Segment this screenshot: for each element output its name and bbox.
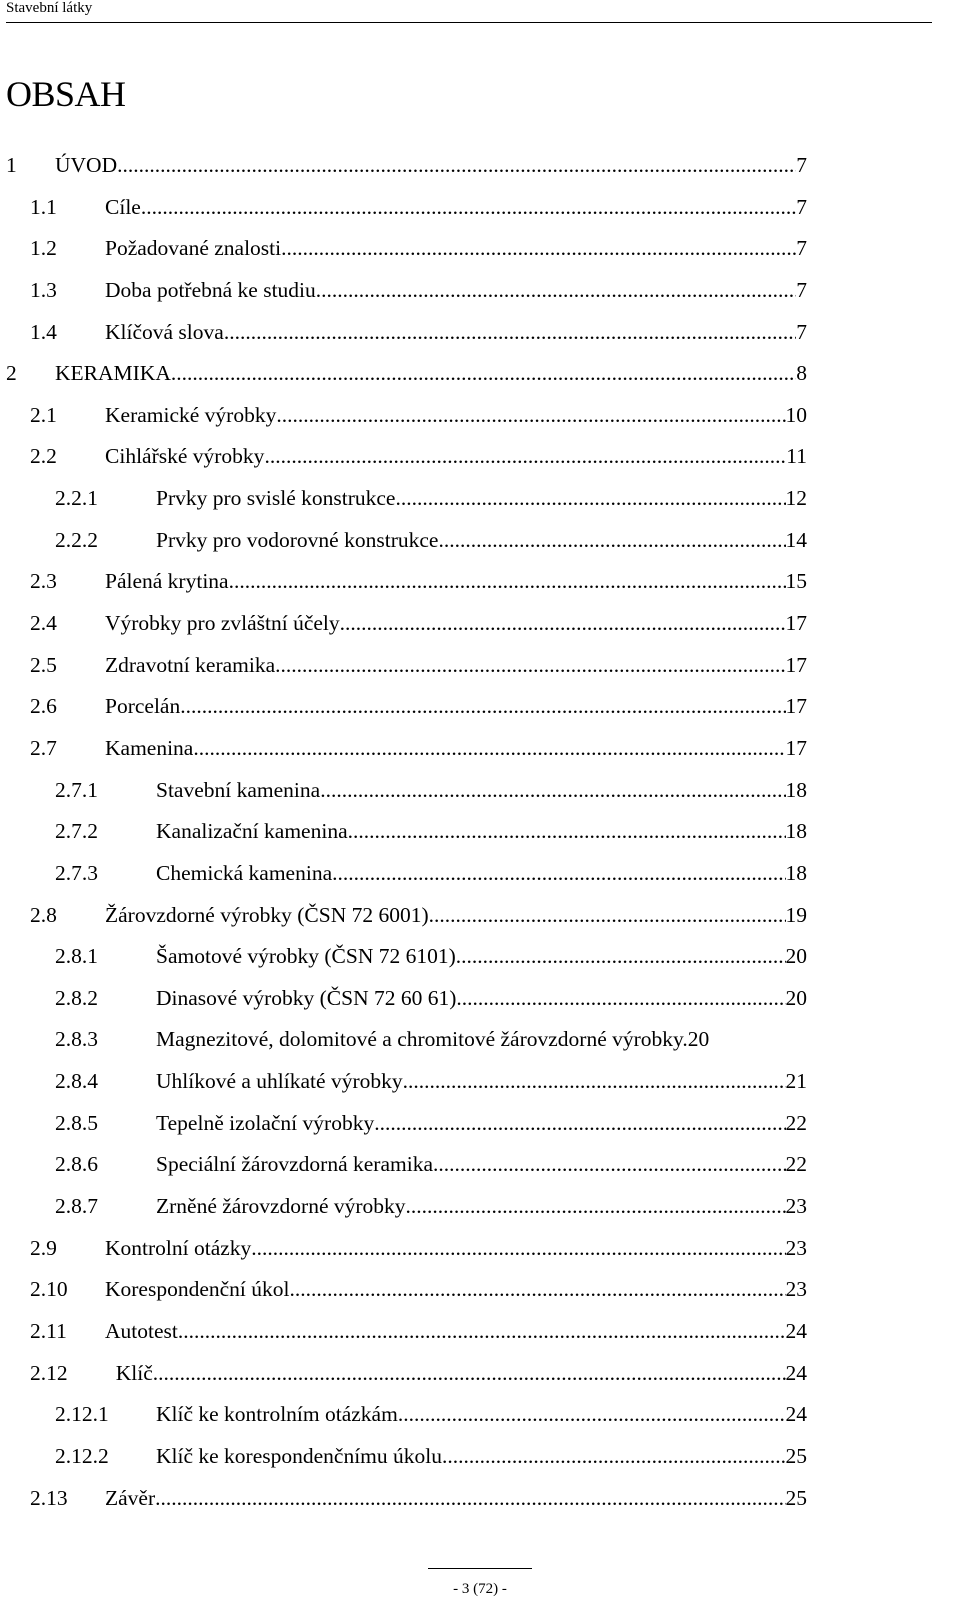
toc-entry-line <box>105 272 807 308</box>
toc-entry-page: 17 <box>785 694 807 719</box>
toc-entry-number: 1.2 <box>30 236 57 261</box>
toc-entry-page: 7 <box>796 153 807 177</box>
toc-entry-line <box>156 1105 807 1141</box>
toc-entry-title: Prvky pro svislé konstrukce <box>156 486 396 511</box>
toc-entry-number: 1.3 <box>30 277 57 302</box>
toc-entry[interactable] <box>0 397 960 439</box>
toc-entry-line <box>156 813 807 849</box>
toc-entry[interactable] <box>0 647 960 689</box>
toc-entry-page: 7 <box>796 319 807 344</box>
toc-entry-line <box>105 688 807 724</box>
toc-entry-line <box>105 438 807 474</box>
toc-entry[interactable] <box>0 772 960 814</box>
toc-entry-title: Keramické výrobky <box>105 402 277 427</box>
toc-entry-page: 23 <box>785 1277 807 1302</box>
toc-entry-number: 2.8.4 <box>55 1069 98 1094</box>
toc-entry-page: 10 <box>785 402 807 427</box>
toc-entry[interactable] <box>0 1021 960 1063</box>
toc-entry[interactable] <box>0 1146 960 1188</box>
page-number: - 3 (72) - <box>453 1581 507 1597</box>
toc-entry-number: 2.9 <box>30 1235 57 1260</box>
toc-dot-leader <box>406 1188 786 1224</box>
toc-entry-line <box>156 772 807 808</box>
toc-entry-page: 21 <box>785 1069 807 1094</box>
toc-title: OBSAH <box>6 74 126 114</box>
toc-entry-title: KERAMIKA <box>55 361 171 386</box>
toc-entry[interactable] <box>0 688 960 730</box>
toc-entry-title: Cihlářské výrobky <box>105 444 265 469</box>
toc-entry-line <box>156 1396 807 1432</box>
toc-entry-line <box>156 1063 807 1099</box>
toc-entry-title: Zdravotní keramika <box>105 652 276 677</box>
toc-entry[interactable] <box>0 980 960 1022</box>
toc-dot-leader <box>117 147 796 183</box>
page-footer <box>0 1568 960 1597</box>
toc-entry-line <box>105 897 807 933</box>
toc-entry[interactable] <box>0 730 960 772</box>
toc-entry-page: 12 <box>785 486 807 511</box>
toc-entry-number: 2.7.1 <box>55 777 98 802</box>
toc-dot-leader <box>193 730 785 766</box>
toc-entry-page: 15 <box>785 569 807 594</box>
toc-dot-leader <box>281 230 796 266</box>
toc-entry-page: 22 <box>785 1110 807 1135</box>
toc-entry[interactable] <box>0 897 960 939</box>
toc-entry[interactable] <box>0 813 960 855</box>
toc-entry-title: Žárovzdorné výrobky (ČSN 72 6001) <box>105 902 429 927</box>
toc-entry[interactable] <box>0 605 960 647</box>
toc-dot-leader <box>395 480 785 516</box>
toc-entry-title: Kontrolní otázky <box>105 1235 252 1260</box>
toc-entry-number: 2.8.3 <box>55 1027 98 1052</box>
toc-entry-page: 17 <box>785 611 807 636</box>
toc-entry-line <box>156 480 807 516</box>
toc-dot-leader <box>171 355 796 391</box>
toc-dot-leader <box>456 980 785 1016</box>
toc-dot-leader <box>224 314 796 350</box>
toc-entry[interactable] <box>0 355 960 397</box>
toc-entry-title: Pálená krytina <box>105 569 229 594</box>
toc-entry[interactable] <box>0 1063 960 1105</box>
toc-entry-line <box>156 1146 807 1182</box>
toc-entry-page: 25 <box>785 1485 807 1510</box>
toc-entry[interactable] <box>0 1480 960 1522</box>
toc-entry[interactable] <box>0 563 960 605</box>
toc-entry-title: Zrněné žárovzdorné výrobky <box>156 1194 406 1219</box>
toc-entry-title: Dinasové výrobky (ČSN 72 60 61) <box>156 985 457 1010</box>
toc-entry-line <box>156 980 807 1016</box>
toc-entry-number: 2.1 <box>30 402 57 427</box>
toc-entry[interactable] <box>0 1355 960 1397</box>
toc-entry-page: 19 <box>785 902 807 927</box>
toc-dot-leader <box>456 938 786 974</box>
toc-entry-page: 23 <box>785 1194 807 1219</box>
toc-entry-page: 8 <box>796 361 807 386</box>
toc-entry-number: 2.10 <box>30 1277 68 1302</box>
toc-dot-leader <box>180 688 785 724</box>
toc-entry-page: 23 <box>785 1235 807 1260</box>
toc-entry[interactable] <box>0 522 960 564</box>
toc-dot-leader <box>178 1313 786 1349</box>
toc-dot-leader <box>153 1355 786 1391</box>
toc-entry-line <box>105 1271 807 1307</box>
toc-entry-line <box>105 1230 807 1266</box>
toc-dot-leader <box>374 1105 785 1141</box>
toc-entry-line <box>105 1355 807 1391</box>
toc-entry-number: 2.13 <box>30 1485 68 1510</box>
toc-entry-title: Klíč ke kontrolním otázkám <box>156 1402 398 1427</box>
toc-entry-line <box>156 1021 807 1057</box>
toc-entry-page: 7 <box>796 194 807 219</box>
toc-entry-line <box>156 1188 807 1224</box>
toc-entry-number: 2.8.1 <box>55 944 98 969</box>
toc-entry-number: 2.5 <box>30 652 57 677</box>
toc-entry-page: 7 <box>796 277 807 302</box>
toc-dot-leader <box>403 1063 786 1099</box>
toc-entry-title: Klíčová slova <box>105 319 224 344</box>
toc-entry-title: Korespondenční úkol <box>105 1277 290 1302</box>
toc-entry-line <box>105 647 807 683</box>
toc-entry-line <box>105 314 807 350</box>
toc-dot-leader <box>155 1480 785 1516</box>
toc-entry-title: Šamotové výrobky (ČSN 72 6101) <box>156 944 456 969</box>
toc-entry-number: 2.7 <box>30 735 57 760</box>
toc-entry-title: Doba potřebná ke studiu <box>105 277 316 302</box>
toc-entry-title: Speciální žárovzdorná keramika <box>156 1152 433 1177</box>
toc-entry[interactable] <box>0 938 960 980</box>
toc-dot-leader <box>433 1146 786 1182</box>
toc-entry-line <box>105 605 807 641</box>
toc-entry[interactable] <box>0 147 960 189</box>
toc-entry-line <box>105 1480 807 1516</box>
running-title: Stavební látky <box>6 0 93 16</box>
toc-entry-page: 18 <box>785 819 807 844</box>
toc-entry-page: 20 <box>785 944 807 969</box>
toc-entry[interactable] <box>0 480 960 522</box>
toc-entry[interactable] <box>0 855 960 897</box>
toc-dot-leader <box>348 813 786 849</box>
toc-entry-title: Závěr <box>105 1485 156 1510</box>
toc-entry-page: 14 <box>785 527 807 552</box>
running-header <box>6 0 932 23</box>
toc-entry-title: Uhlíkové a uhlíkaté výrobky <box>156 1069 403 1094</box>
toc-entry[interactable] <box>0 1230 960 1272</box>
toc-entry-number: 2.2 <box>30 444 57 469</box>
toc-entry-number: 2.8 <box>30 902 57 927</box>
toc-entry[interactable] <box>0 438 960 480</box>
toc-dot-leader <box>332 855 785 891</box>
toc-entry-number: 2 <box>6 361 17 386</box>
toc-entry-title: Požadované znalosti <box>105 236 282 261</box>
toc-entry-line <box>156 1438 807 1474</box>
toc-dot-leader <box>316 272 796 308</box>
toc-entry-number: 2.12 <box>30 1360 68 1385</box>
toc-entry-title: Stavební kamenina <box>156 777 321 802</box>
toc-entry-title: ÚVOD <box>55 153 118 177</box>
toc-dot-leader <box>340 605 786 641</box>
toc-entry-number: 1.1 <box>30 194 57 219</box>
toc-dot-leader <box>442 1438 785 1474</box>
toc-entry-page: 24 <box>785 1318 807 1343</box>
toc-entry-page: 18 <box>785 777 807 802</box>
toc-entry-number: 2.3 <box>30 569 57 594</box>
toc-entry-line <box>156 522 807 558</box>
toc-entry-title: Výrobky pro zvláštní účely <box>105 611 340 636</box>
toc-entry[interactable] <box>0 1313 960 1355</box>
toc-entry[interactable] <box>0 189 960 231</box>
toc-entry-page: 25 <box>785 1443 807 1468</box>
toc-entry[interactable] <box>0 314 960 356</box>
toc-entry-title: Kanalizační kamenina <box>156 819 348 844</box>
toc-entry-title: Cíle <box>105 194 141 219</box>
toc-entry-line <box>55 355 807 391</box>
toc-entry-line <box>105 230 807 266</box>
toc-entry-number: 2.8.6 <box>55 1152 98 1177</box>
table-of-contents <box>0 147 960 1521</box>
toc-dot-leader <box>229 563 786 599</box>
toc-entry-title: Prvky pro vodorovné konstrukce <box>156 527 439 552</box>
toc-entry-number: 2.4 <box>30 611 57 636</box>
toc-entry-number: 2.6 <box>30 694 57 719</box>
toc-entry[interactable] <box>0 1396 960 1438</box>
toc-entry-number: 1 <box>6 153 17 177</box>
toc-entry-title: Autotest <box>105 1318 178 1343</box>
toc-entry-page: 20 <box>687 1027 710 1052</box>
toc-entry[interactable] <box>0 1105 960 1147</box>
toc-entry-number: 2.2.1 <box>55 486 98 511</box>
toc-entry-title: Porcelán <box>105 694 181 719</box>
toc-entry-number: 1.4 <box>30 319 57 344</box>
toc-dot-leader <box>398 1396 786 1432</box>
toc-entry-line <box>105 189 807 225</box>
toc-entry-number: 2.8.5 <box>55 1110 98 1135</box>
toc-entry-title: Magnezitové, dolomitové a chromitové žárovzdorné výrobky. <box>156 1027 688 1052</box>
toc-entry-page: 24 <box>785 1360 807 1385</box>
toc-entry-number: 2.7.3 <box>55 860 98 885</box>
toc-entry-line <box>105 563 807 599</box>
toc-entry-page: 20 <box>785 985 807 1010</box>
toc-entry-page: 22 <box>785 1152 807 1177</box>
toc-dot-leader <box>251 1230 785 1266</box>
footer-rule <box>428 1568 532 1569</box>
toc-entry-line <box>55 147 807 183</box>
toc-entry-page: 17 <box>785 735 807 760</box>
toc-entry-number: 2.2.2 <box>55 527 98 552</box>
toc-entry[interactable] <box>0 230 960 272</box>
toc-entry-line <box>156 938 807 974</box>
toc-dot-leader <box>438 522 785 558</box>
toc-entry-number: 2.8.2 <box>55 985 98 1010</box>
toc-entry-title: Klíč <box>105 1360 153 1385</box>
toc-dot-leader <box>429 897 786 933</box>
toc-dot-leader <box>264 438 786 474</box>
toc-entry-number: 2.12.2 <box>55 1443 109 1468</box>
toc-entry[interactable] <box>0 1188 960 1230</box>
toc-entry-number: 2.7.2 <box>55 819 98 844</box>
toc-entry-title: Chemická kamenina <box>156 860 333 885</box>
toc-dot-leader <box>290 1271 786 1307</box>
toc-entry-number: 2.12.1 <box>55 1402 109 1427</box>
toc-entry-line <box>105 1313 807 1349</box>
toc-entry[interactable] <box>0 1271 960 1313</box>
toc-entry-line <box>105 730 807 766</box>
toc-entry[interactable] <box>0 272 960 314</box>
toc-dot-leader <box>320 772 785 808</box>
toc-entry-page: 17 <box>785 652 807 677</box>
toc-entry-line <box>156 855 807 891</box>
toc-dot-leader <box>275 647 785 683</box>
toc-entry-page: 7 <box>796 236 807 261</box>
toc-entry-number: 2.8.7 <box>55 1194 98 1219</box>
toc-entry-number: 2.11 <box>30 1318 67 1343</box>
toc-entry-title: Tepelně izolační výrobky <box>156 1110 375 1135</box>
toc-entry-page: 11 <box>786 444 807 469</box>
toc-entry-title: Klíč ke korespondenčnímu úkolu <box>156 1443 443 1468</box>
toc-dot-leader <box>141 189 796 225</box>
toc-entry[interactable] <box>0 1438 960 1480</box>
toc-entry-title: Kamenina <box>105 735 194 760</box>
toc-entry-line <box>105 397 807 433</box>
toc-entry-page: 24 <box>785 1402 807 1427</box>
toc-dot-leader <box>276 397 785 433</box>
toc-entry-page: 18 <box>785 860 807 885</box>
